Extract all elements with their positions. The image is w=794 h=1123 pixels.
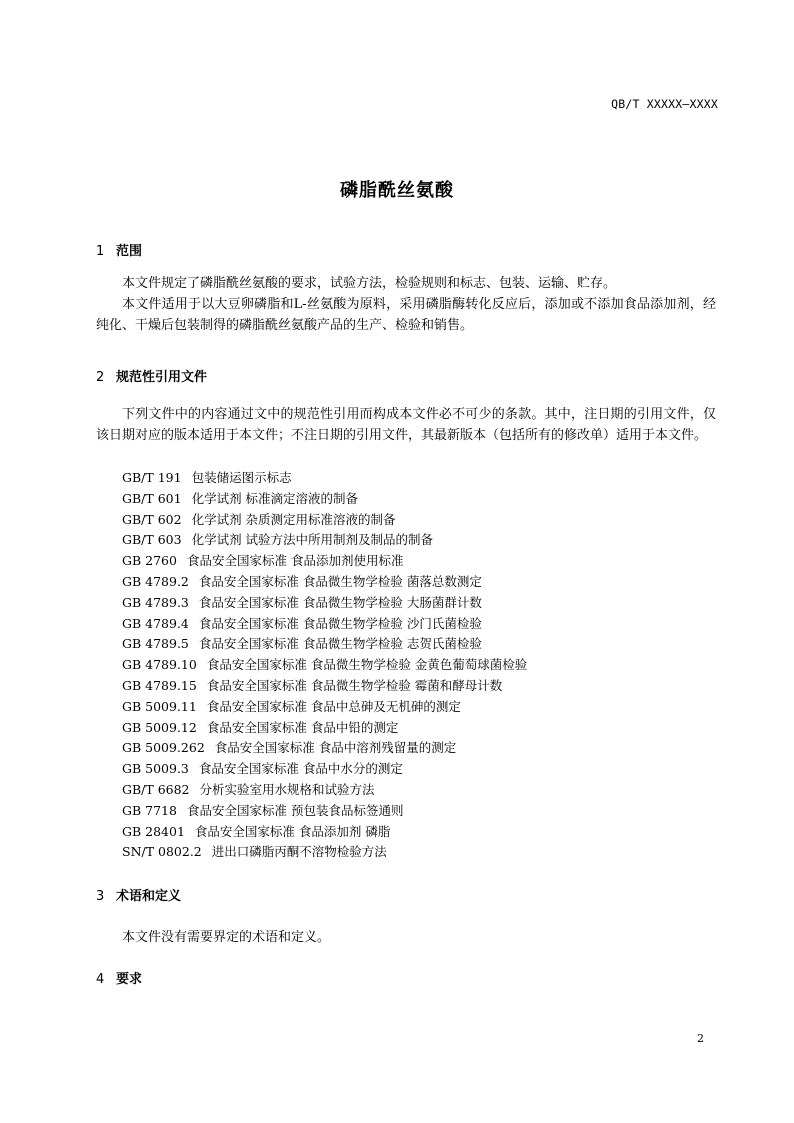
reference-title: 食品安全国家标准 食品添加剂 磷脂 — [194, 823, 391, 839]
normative-refs-intro: 下列文件中的内容通过文中的规范性引用而构成本文件必不可少的条款。其中，注日期的引用文件，仅该日期对应的版本适用于本文件；不注日期的引用文件，其最新版本（包括所有的修改单）适用于本文件。 — [96, 407, 716, 443]
reference-code: GB 5009.3 — [122, 761, 189, 777]
reference-code: GB/T 602 — [122, 511, 182, 527]
reference-title: 食品安全国家标准 食品中铅的测定 — [206, 719, 399, 735]
reference-title: 进出口磷脂丙酮不溶物检验方法 — [211, 844, 387, 860]
reference-item — [122, 489, 527, 510]
page-number: 2 — [697, 1032, 704, 1045]
reference-list — [122, 468, 527, 863]
reference-title: 食品安全国家标准 食品微生物学检验 沙门氏菌检验 — [198, 615, 482, 631]
reference-title: 化学试剂 杂质测定用标准溶液的制备 — [191, 511, 396, 527]
section-title: 术语和定义 — [116, 889, 182, 904]
scope-paragraph-1: 本文件规定了磷脂酰丝氨酸的要求，试验方法，检验规则和标志、包装、运输、贮存。 — [122, 276, 617, 291]
reference-code: GB 4789.3 — [122, 594, 189, 610]
section-number: 2 — [96, 370, 105, 385]
reference-item — [122, 697, 527, 718]
scope-paragraph-2: 本文件适用于以大豆卵磷脂和L-丝氨酸为原料，采用磷脂酶转化反应后，添加或不添加食品添加剂，经纯化、干燥后包装制得的磷脂酰丝氨酸产品的生产、检验和销售。 — [96, 297, 716, 333]
reference-code: GB 4789.2 — [122, 573, 189, 589]
section-title: 范围 — [116, 244, 143, 259]
reference-title: 包装储运图示标志 — [191, 470, 292, 485]
section-heading-terms — [96, 885, 181, 904]
reference-item — [122, 842, 527, 863]
reference-title: 化学试剂 试验方法中所用制剂及制品的制备 — [191, 532, 434, 548]
reference-code: GB 5009.262 — [122, 740, 205, 756]
document-title: 磷脂酰丝氨酸 — [340, 180, 454, 201]
reference-code: GB 5009.11 — [122, 698, 197, 714]
reference-code: GB 4789.10 — [122, 657, 197, 673]
reference-item — [122, 655, 527, 676]
reference-code: GB 7718 — [122, 802, 177, 818]
reference-title: 食品安全国家标准 食品添加剂使用标准 — [186, 553, 404, 569]
reference-title: 食品安全国家标准 食品微生物学检验 大肠菌群计数 — [198, 594, 482, 610]
reference-item — [122, 572, 527, 593]
terms-paragraph: 本文件没有需要界定的术语和定义。 — [122, 930, 331, 945]
reference-item — [122, 822, 527, 843]
reference-code: GB/T 603 — [122, 532, 182, 548]
section-heading-requirements — [96, 968, 142, 987]
reference-title: 食品安全国家标准 食品中总砷及无机砷的测定 — [206, 698, 461, 714]
reference-code: GB/T 191 — [122, 470, 182, 485]
reference-title: 食品安全国家标准 食品微生物学检验 金黄色葡萄球菌检验 — [206, 657, 528, 673]
reference-item — [122, 780, 527, 801]
reference-item — [122, 718, 527, 739]
reference-item — [122, 738, 527, 759]
section-number: 3 — [96, 889, 105, 904]
reference-item — [122, 593, 527, 614]
reference-item — [122, 468, 527, 489]
reference-code: SN/T 0802.2 — [122, 844, 202, 860]
reference-title: 食品安全国家标准 预包装食品标签通则 — [186, 802, 404, 818]
reference-title: 食品安全国家标准 食品微生物学检验 菌落总数测定 — [198, 573, 482, 589]
reference-item — [122, 759, 527, 780]
reference-title: 食品安全国家标准 食品中溶剂残留量的测定 — [214, 740, 457, 756]
reference-title: 分析实验室用水规格和试验方法 — [199, 781, 375, 797]
reference-code: GB 4789.4 — [122, 615, 189, 631]
reference-item — [122, 676, 527, 697]
reference-item — [122, 801, 527, 822]
reference-item — [122, 551, 527, 572]
reference-code: GB 5009.12 — [122, 719, 197, 735]
reference-code: GB/T 601 — [122, 490, 182, 506]
reference-item — [122, 530, 527, 551]
section-title: 规范性引用文件 — [116, 370, 208, 385]
reference-code: GB 4789.15 — [122, 677, 197, 693]
reference-title: 食品安全国家标准 食品中水分的测定 — [198, 761, 403, 777]
section-number: 4 — [96, 972, 105, 987]
reference-title: 化学试剂 标准滴定溶液的制备 — [191, 490, 359, 506]
section-heading-normative-refs — [96, 366, 207, 385]
reference-code: GB 2760 — [122, 553, 177, 569]
reference-item — [122, 614, 527, 635]
reference-item — [122, 510, 527, 531]
reference-code: GB 28401 — [122, 823, 185, 839]
reference-title: 食品安全国家标准 食品微生物学检验 志贺氏菌检验 — [198, 636, 482, 652]
reference-code: GB/T 6682 — [122, 781, 190, 797]
section-number: 1 — [96, 244, 105, 259]
reference-code: GB 4789.5 — [122, 636, 189, 652]
standard-code: QB/T XXXXX—XXXX — [611, 97, 718, 111]
reference-title: 食品安全国家标准 食品微生物学检验 霉菌和酵母计数 — [206, 677, 503, 693]
reference-item — [122, 634, 527, 655]
section-heading-scope — [96, 240, 142, 259]
section-title: 要求 — [116, 972, 143, 987]
